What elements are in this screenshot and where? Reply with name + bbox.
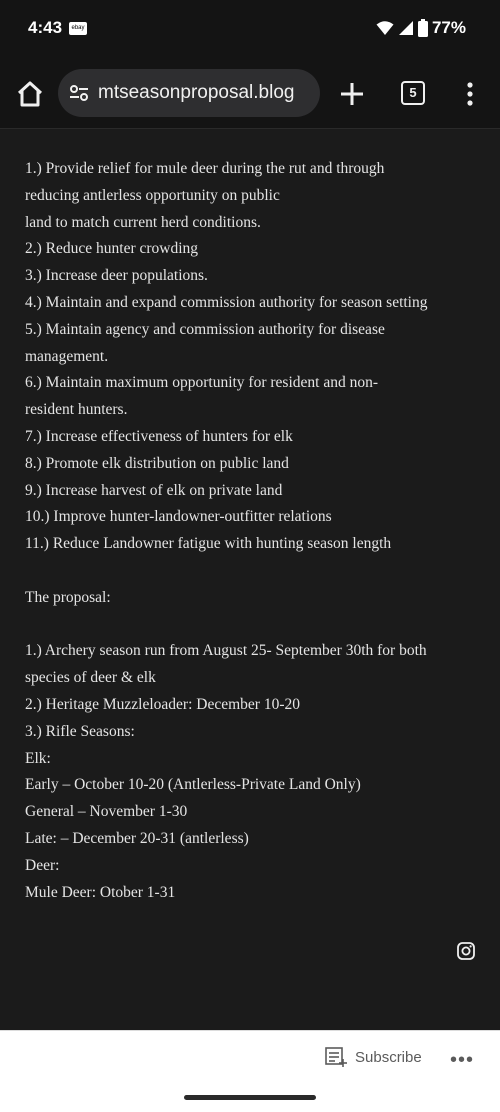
url-text[interactable]: mtseasonproposal.blog (98, 82, 295, 103)
proposal-line: Elk: (25, 749, 51, 767)
goal-line: 7.) Increase effectiveness of hunters for elk (25, 427, 293, 445)
instagram-icon[interactable] (457, 942, 475, 960)
subscribe-icon (325, 1047, 347, 1067)
goal-line: 1.) Provide relief for mule deer during the rut and through (25, 160, 385, 177)
proposal-heading: The proposal: (25, 588, 111, 606)
goal-line: management. (25, 347, 109, 365)
more-menu-icon[interactable] (461, 80, 479, 108)
browser-toolbar (0, 60, 500, 129)
proposal-line: Deer: (25, 856, 60, 874)
goal-line: land to match current herd conditions. (25, 213, 261, 231)
goal-line: 2.) Reduce hunter crowding (25, 240, 199, 258)
proposal-line: species of deer & elk (25, 669, 156, 687)
signal-icon (398, 20, 414, 36)
status-time: 4:43 (28, 18, 63, 37)
ebay-notification-icon: ebay (69, 22, 87, 35)
site-settings-icon[interactable] (68, 82, 90, 104)
proposal-line: 2.) Heritage Muzzleloader: December 10-20 (25, 695, 300, 713)
goal-line: resident hunters. (25, 401, 128, 419)
wifi-icon (376, 20, 394, 36)
battery-percent: 77% (431, 18, 466, 37)
proposal-line: 1.) Archery season run from August 25- September 30th for both (25, 642, 427, 660)
subscribe-button[interactable] (325, 1047, 422, 1067)
gesture-area (0, 1086, 500, 1112)
home-icon[interactable] (14, 78, 46, 110)
address-bar[interactable] (58, 69, 320, 117)
goals-list (25, 156, 480, 558)
status-bar (0, 0, 500, 60)
proposal-line: Early – October 10-20 (Antlerless-Private Land Only) (25, 776, 361, 794)
goal-line: 9.) Increase harvest of elk on private land (25, 481, 283, 499)
article-body (25, 156, 480, 906)
proposal-line: 3.) Rifle Seasons: (25, 722, 135, 740)
goal-line: 11.) Reduce Landowner fatigue with hunting season length (25, 535, 392, 553)
goal-line: 4.) Maintain and expand commission authority for season setting (25, 293, 428, 311)
tabs-button[interactable]: 5 (401, 81, 425, 105)
goal-line: reducing antlerless opportunity on public (25, 186, 280, 204)
proposal-line: Mule Deer: Otober 1-31 (25, 883, 176, 901)
status-indicators (376, 18, 466, 38)
proposal-line: General – November 1-30 (25, 803, 188, 821)
proposal-line: Late: – December 20-31 (antlerless) (25, 829, 249, 847)
goal-line: 6.) Maintain maximum opportunity for resident and non- (25, 374, 378, 392)
gesture-handle[interactable] (184, 1095, 316, 1100)
goal-line: 3.) Increase deer populations. (25, 267, 208, 285)
new-tab-icon[interactable] (338, 80, 366, 108)
goal-line: 10.) Improve hunter-landowner-outfitter relations (25, 508, 332, 526)
more-options-button[interactable]: ••• (450, 1049, 475, 1071)
goal-line: 5.) Maintain agency and commission authority for disease (25, 320, 385, 338)
subscribe-label: Subscribe (355, 1048, 422, 1066)
proposal-list (25, 638, 480, 906)
battery-icon (418, 19, 428, 37)
goal-line: 8.) Promote elk distribution on public land (25, 454, 289, 472)
subscribe-bar (0, 1030, 500, 1087)
